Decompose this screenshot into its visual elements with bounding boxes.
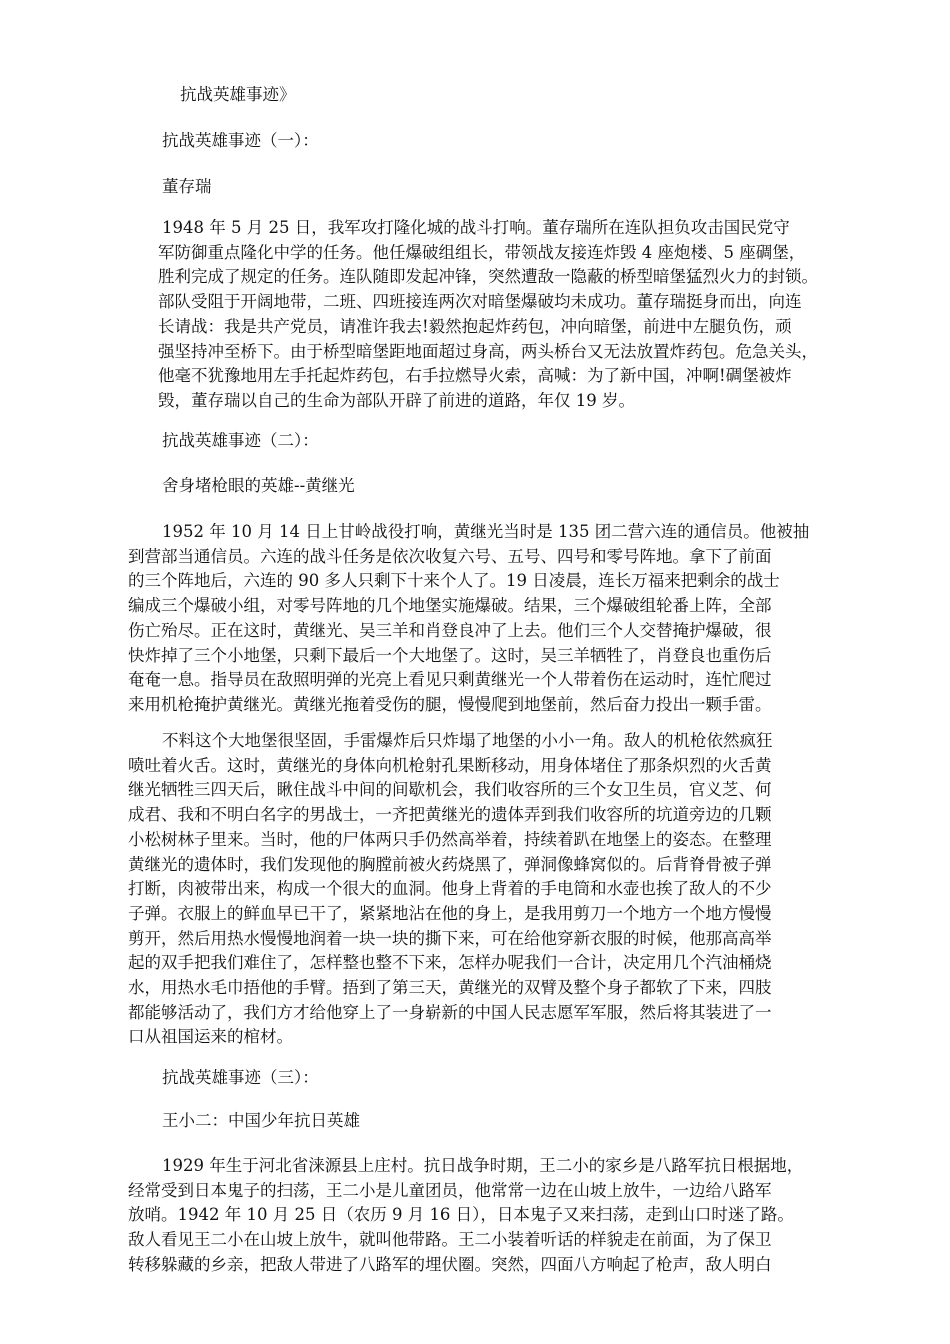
section-3-subtitle: 王小二：中国少年抗日英雄 — [162, 1111, 360, 1130]
text-line: 黄继光的遗体时，我们发现他的胸膛前被火药烧黑了，弹洞像蜂窝似的。后背脊骨被子弹 — [128, 854, 772, 874]
text-line: 军防御重点隆化中学的任务。他任爆破组组长，带领战友接连炸毁 4 座炮楼、5 座碉堡， — [158, 242, 806, 262]
text-line: 成君、我和不明白名字的男战士，一齐把黄继光的遗体弄到我们收容所的坑道旁边的几颗 — [128, 805, 772, 825]
section-3-heading: 抗战英雄事迹（三）： — [162, 1068, 319, 1087]
document-title: 抗战英雄事迹》 — [180, 85, 296, 104]
text-line: 经常受到日本鬼子的扫荡，王二小是儿童团员，他常常一边在山坡上放牛，一边给八路军 — [128, 1180, 772, 1200]
text-line: 强坚持冲至桥下。由于桥型暗堡距地面超过身高，两头桥台又无法放置炸药包。危急关头， — [158, 341, 818, 361]
text-line: 长请战：我是共产党员，请准许我去!毅然抱起炸药包，冲向暗堡，前进中左腿负伤，顽 — [158, 316, 792, 336]
text-line: 快炸掉了三个小地堡，只剩下最后一个大地堡了。这时，吴三羊牺牲了，肖登良也重伤后 — [128, 645, 772, 665]
text-line: 子弹。衣服上的鲜血早已干了，紧紧地沾在他的身上，是我用剪刀一个地方一个地方慢慢 — [128, 903, 772, 923]
section-1-heading: 抗战英雄事迹（一）： — [162, 131, 319, 150]
text-line: 他毫不犹豫地用左手托起炸药包，右手拉燃导火索，高喊：为了新中国，冲啊!碉堡被炸 — [158, 366, 792, 386]
section-2-heading: 抗战英雄事迹（二）： — [162, 431, 319, 450]
text-line: 都能够活动了，我们方才给他穿上了一身崭新的中国人民志愿军军服，然后将其装进了一 — [128, 1002, 772, 1022]
section-1-paragraph-1 — [158, 216, 848, 414]
section-1-subtitle: 董存瑞 — [162, 177, 212, 196]
text-line: 到营部当通信员。六连的战斗任务是依次收复六号、五号、四号和零号阵地。拿下了前面 — [128, 546, 772, 566]
section-2-paragraph-2 — [128, 729, 848, 1050]
text-line: 部队受阻于开阔地带，二班、四班接连两次对暗堡爆破均未成功。董存瑞挺身而出，向连 — [158, 292, 802, 312]
text-line: 剪开，然后用热水慢慢地润着一块一块的撕下来，可在给他穿新衣服的时候，他那高高举 — [128, 928, 772, 948]
text-line: 放哨。1942 年 10 月 25 日（农历 9 月 16 日），日本鬼子又来扫荡，走到山口时迷了路。 — [128, 1205, 794, 1225]
text-line: 毁，董存瑞以自己的生命为部队开辟了前进的道路，年仅 19 岁。 — [158, 390, 635, 410]
text-line: 编成三个爆破小组，对零号阵地的几个地堡实施爆破。结果，三个爆破组轮番上阵，全部 — [128, 596, 772, 616]
text-line: 1952 年 10 月 14 日上甘岭战役打响，黄继光当时是 135 团二营六连的通信员。他被抽 — [162, 522, 810, 541]
text-line: 1929 年生于河北省涞源县上庄村。抗日战争时期，王二小的家乡是八路军抗日根据地， — [162, 1156, 804, 1175]
text-line: 水，用热水毛巾捂他的手臂。捂到了第三天，黄继光的双臂及整个身子都软了下来，四肢 — [128, 978, 772, 998]
text-line: 打断，肉被带出来，构成一个很大的血洞。他身上背着的手电筒和水壶也挨了敌人的不少 — [128, 879, 772, 899]
text-line: 转移躲藏的乡亲，把敌人带进了八路军的埋伏圈。突然，四面八方响起了枪声，敌人明白 — [128, 1254, 772, 1274]
text-line: 起的双手把我们难住了，怎样整也整不下来，怎样办呢我们一合计，决定用几个汽油桶烧 — [128, 953, 772, 973]
text-line: 来用机枪掩护黄继光。黄继光拖着受伤的腿，慢慢爬到地堡前，然后奋力投出一颗手雷。 — [128, 694, 772, 714]
text-line: 伤亡殆尽。正在这时，黄继光、吴三羊和肖登良冲了上去。他们三个人交替掩护爆破，很 — [128, 620, 772, 640]
text-line: 小松树林子里来。当时，他的尸体两只手仍然高举着，持续着趴在地堡上的姿态。在整理 — [128, 829, 772, 849]
section-2-subtitle: 舍身堵枪眼的英雄--黄继光 — [162, 476, 355, 495]
text-line: 的三个阵地后，六连的 90 多人只剩下十来个人了。19 日凌晨，连长万福来把剩余的战士 — [128, 571, 780, 591]
text-line: 喷吐着火舌。这时，黄继光的身体向机枪射孔果断移动，用身体堵住了那条炽烈的火舌黄 — [128, 755, 772, 775]
section-3-paragraph-1 — [128, 1154, 848, 1278]
text-line: 胜利完成了规定的任务。连队随即发起冲锋，突然遭敌一隐蔽的桥型暗堡猛烈火力的封锁。 — [158, 267, 818, 287]
text-line: 不料这个大地堡很坚固，手雷爆炸后只炸塌了地堡的小小一角。敌人的机枪依然疯狂 — [162, 731, 773, 750]
section-2-paragraph-1 — [128, 520, 848, 718]
text-line: 继光牺牲三四天后，瞅住战斗中间的间歇机会，我们收容所的三个女卫生员，官义芝、何 — [128, 780, 772, 800]
text-line: 敌人看见王二小在山坡上放牛，就叫他带路。王二小装着听话的样貌走在前面，为了保卫 — [128, 1230, 772, 1250]
text-line: 奄奄一息。指导员在敌照明弹的光亮上看见只剩黄继光一个人带着伤在运动时，连忙爬过 — [128, 670, 772, 690]
text-line: 1948 年 5 月 25 日，我军攻打隆化城的战斗打响。董存瑞所在连队担负攻击国民党守 — [162, 218, 790, 237]
text-line: 口从祖国运来的棺材。 — [128, 1027, 293, 1047]
